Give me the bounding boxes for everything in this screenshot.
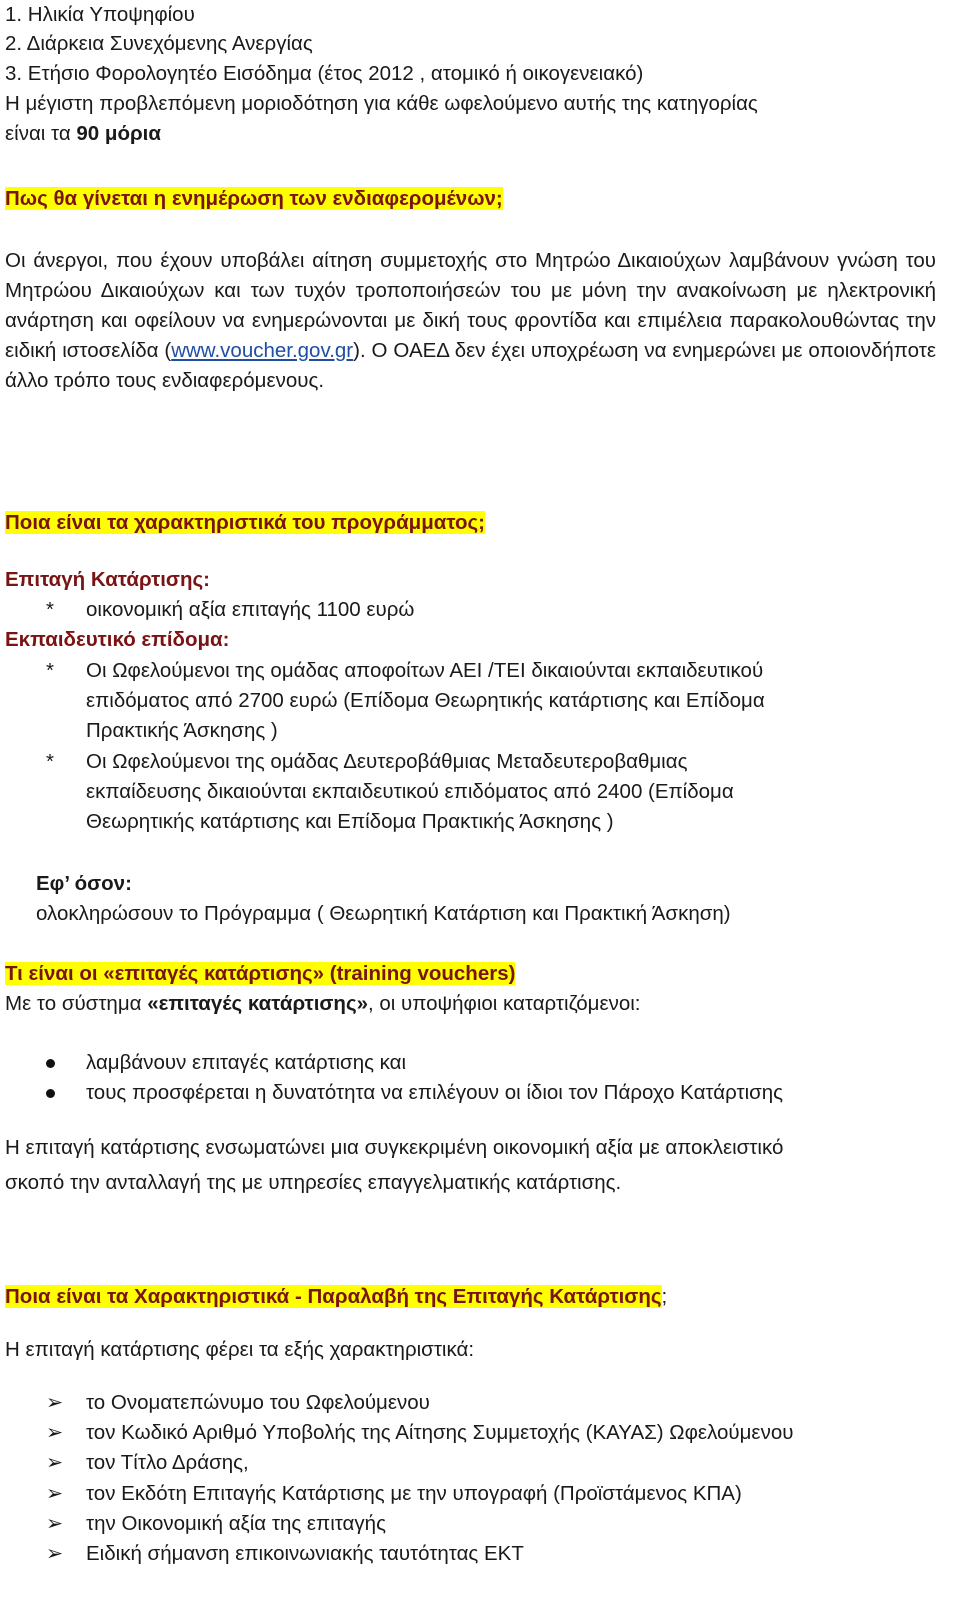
allowance-b-line: Θεωρητικής κατάρτισης και Επίδομα Πρακτικής Άσκησης ) (86, 810, 614, 833)
max-points-line-2 (5, 119, 161, 149)
allowance-a-line: Πρακτικής Άσκησης ) (86, 719, 278, 742)
features-intro: Η επιταγή κατάρτισης φέρει τα εξής χαρακτηριστικά: (5, 1338, 475, 1361)
star-marker: * (46, 598, 54, 621)
allowance-b-line: Οι Ωφελούμενοι της ομάδας Δευτεροβάθμιας Μεταδευτεροβαθμιας (86, 750, 688, 773)
arrow-bullet-icon: ➢ (46, 1512, 64, 1535)
allowance-b-line: εκπαίδευσης δικαιούνται εκπαιδευτικού επιδόματος από 2400 (Επίδομα (86, 780, 734, 803)
voucher-paragraph-line: Η επιταγή κατάρτισης ενσωματώνει μια συγκεκριμένη οικονομική αξία με αποκλειστικό (5, 1136, 784, 1159)
program-heading: Ποια είναι τα χαρακτηριστικά του προγράμματος; (5, 511, 485, 534)
feature-item: την Οικονομική αξία της επιταγής (86, 1512, 386, 1535)
voucher-website-link[interactable]: www.voucher.gov.gr (171, 339, 354, 362)
vouchers-heading: Τι είναι οι «επιταγές κατάρτισης» (training vouchers) (5, 962, 516, 985)
feature-item: Ειδική σήμανση επικοινωνιακής ταυτότητας ΕΚΤ (86, 1542, 524, 1565)
bullet-dot (46, 1059, 55, 1068)
condition-text: ολοκληρώσουν το Πρόγραμμα ( Θεωρητική Κατάρτιση και Πρακτική Άσκηση) (36, 902, 731, 925)
arrow-bullet-icon: ➢ (46, 1451, 64, 1474)
allowance-a-line: επιδόματος από 2700 ευρώ (Επίδομα Θεωρητικής κατάρτισης και Επίδομα (86, 689, 765, 712)
arrow-bullet-icon: ➢ (46, 1421, 64, 1444)
feature-item: τον Τίτλο Δράσης, (86, 1451, 249, 1474)
feature-item: το Ονοματεπώνυμο του Ωφελούμενου (86, 1391, 430, 1414)
allowance-a-line: Οι Ωφελούμενοι της ομάδας αποφοίτων ΑΕΙ /ΤΕΙ δικαιούνται εκπαιδευτικού (86, 659, 764, 682)
bullet-dot (46, 1089, 55, 1098)
voucher-label: Επιταγή Κατάρτισης: (5, 568, 210, 591)
max-points-prefix: είναι τα (5, 122, 77, 145)
max-points-value: 90 μόρια (76, 122, 161, 145)
notification-heading: Πως θα γίνεται η ενημέρωση των ενδιαφερομένων; (5, 187, 503, 210)
criteria-item-unemployment: 2. Διάρκεια Συνεχόμενης Ανεργίας (5, 32, 313, 55)
vouchers-intro: Με το σύστημα «επιταγές κατάρτισης», οι υποψήφιοι καταρτιζόμενοι: (5, 992, 641, 1015)
star-marker: * (46, 659, 54, 682)
criteria-item-age: 1. Ηλικία Υποψηφίου (5, 3, 195, 26)
arrow-bullet-icon: ➢ (46, 1542, 64, 1565)
feature-item: τον Εκδότη Επιταγής Κατάρτισης με την υπογραφή (Προϊστάμενος ΚΠΑ) (86, 1482, 742, 1505)
feature-item: τον Κωδικό Αριθμό Υποβολής της Αίτησης Συμμετοχής (ΚΑΥΑΣ) Ωφελούμενου (86, 1421, 794, 1444)
notification-paragraph: Οι άνεργοι, που έχουν υποβάλει αίτηση συμμετοχής στο Μητρώο Δικαιούχων λαμβάνουν γνώση του Μητρώου Δικαιούχων και των τυχόν τροποποιήσεών του με μόνη την ανακοίνωση με ηλεκτρονική ανάρτηση και οφείλουν να ενημερώνονται με δική τους φροντίδα και επιμέλεια παρακολουθώντας την ειδική ιστοσελίδα (www.voucher.gov.gr). Ο ΟΑΕΔ δεν έχει υποχρέωση να ενημερώνει με οποιονδήποτε άλλο τρόπο τους ενδιαφερόμενους. (5, 249, 936, 392)
criteria-item-income: 3. Ετήσιο Φορολογητέο Εισόδημα (έτος 2012 , ατομικό ή οικογενειακό) (5, 62, 644, 85)
condition-label: Εφ’ όσον: (36, 872, 132, 895)
star-marker: * (46, 750, 54, 773)
voucher-paragraph-line: σκοπό την ανταλλαγή της με υπηρεσίες επαγγελματικής κατάρτισης. (5, 1171, 622, 1194)
voucher-bullet: λαμβάνουν επιταγές κατάρτισης και (86, 1051, 407, 1074)
max-points-line: Η μέγιστη προβλεπόμενη μοριοδότηση για κάθε ωφελούμενο αυτής της κατηγορίας (5, 92, 758, 115)
features-heading: Ποια είναι τα Χαρακτηριστικά - Παραλαβή της Επιταγής Κατάρτισης; (5, 1285, 668, 1308)
arrow-bullet-icon: ➢ (46, 1482, 64, 1505)
voucher-bullet: τους προσφέρεται η δυνατότητα να επιλέγουν οι ίδιοι τον Πάροχο Κατάρτισης (86, 1081, 784, 1104)
allowance-label: Εκπαιδευτικό επίδομα: (5, 628, 230, 651)
arrow-bullet-icon: ➢ (46, 1391, 64, 1414)
voucher-value: οικονομική αξία επιταγής 1100 ευρώ (86, 598, 415, 621)
